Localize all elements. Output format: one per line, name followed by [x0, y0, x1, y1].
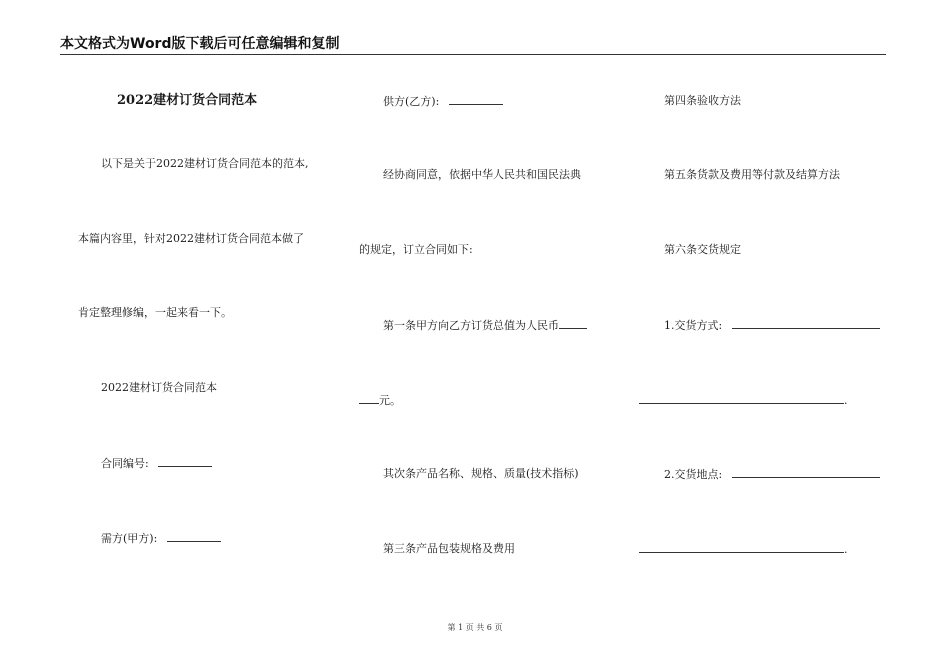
buyer-row — [101, 531, 221, 546]
buyer-blank — [167, 531, 221, 542]
amount-blank-continued — [359, 393, 379, 404]
document-header: 本文格式为Word版下载后可任意编辑和复制 — [60, 36, 886, 55]
contract-number-label: 合同编号: — [101, 457, 149, 470]
delivery-method-label: 1.交货方式: — [664, 319, 723, 332]
delivery-place-blank-2 — [639, 542, 844, 553]
article-4-line: 第四条验收方法 — [664, 94, 741, 107]
article-1-text: 第一条甲方向乙方订货总值为人民币 — [383, 319, 559, 332]
provision-line: 的规定，订立合同如下: — [359, 243, 473, 256]
document-title: 2022建材订货合同范本 — [117, 93, 258, 108]
seller-row — [383, 94, 503, 109]
delivery-method-continuation — [639, 393, 848, 408]
delivery-method-blank — [732, 318, 880, 329]
delivery-place-continuation — [639, 542, 848, 557]
page-footer: 第 1 页 共 6 页 — [447, 623, 503, 632]
yuan-row — [359, 393, 401, 408]
contract-number-row — [101, 456, 212, 471]
intro-line-2: 本篇内容里，针对2022建材订货合同范本做了 — [78, 232, 304, 245]
delivery-place-row — [664, 467, 880, 482]
article-3-line: 第三条产品包装规格及费用 — [383, 542, 515, 555]
amount-blank — [559, 318, 587, 329]
subtitle: 2022建材订货合同范本 — [101, 381, 217, 394]
article-6-line: 第六条交货规定 — [664, 243, 741, 256]
buyer-label: 需方(甲方): — [101, 532, 158, 545]
delivery-place-blank — [732, 467, 880, 478]
delivery-method-blank-2 — [639, 393, 844, 404]
yuan-text: 元。 — [379, 394, 401, 407]
delivery-place-label: 2.交货地点: — [664, 468, 723, 481]
contract-number-blank — [158, 456, 212, 467]
article-2-line: 其次条产品名称、规格、质量(技术指标) — [383, 467, 579, 480]
delivery-method-row — [664, 318, 880, 333]
intro-line-3: 肯定整理修编，一起来看一下。 — [78, 306, 232, 319]
seller-label: 供方(乙方): — [383, 95, 440, 108]
period-2: . — [844, 543, 848, 556]
negotiation-line: 经协商同意，依据中华人民共和国民法典 — [383, 168, 581, 181]
article-1-row — [383, 318, 587, 333]
intro-line-1: 以下是关于2022建材订货合同范本的范本, — [101, 157, 309, 170]
period-1: . — [844, 394, 848, 407]
seller-blank — [449, 94, 503, 105]
article-5-line: 第五条货款及费用等付款及结算方法 — [664, 168, 840, 181]
